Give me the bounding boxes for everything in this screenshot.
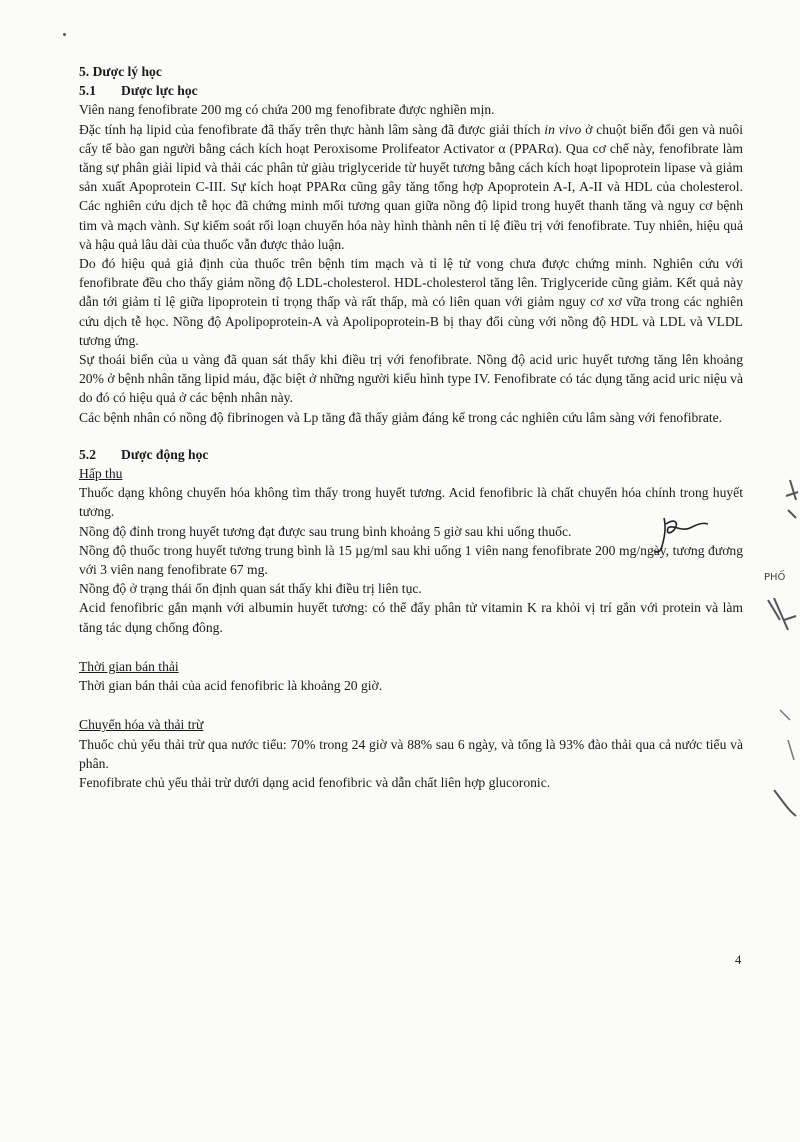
stamp-edge-mark — [760, 470, 800, 830]
paragraph: Nồng độ ở trạng thái ổn định quan sát thấy khi điều trị liên tục. — [79, 581, 422, 597]
subsection-heading-pharmacokinetics — [79, 445, 743, 464]
handwritten-signature — [650, 512, 710, 556]
italic-term: in vivo — [544, 121, 582, 137]
document-body — [79, 62, 743, 792]
paragraph: Do đó hiệu quả giả định của thuốc trên bệnh tim mạch và tỉ lệ tử vong chưa được chứng minh. Nghiên cứu với fenofibrate đều cho thấy giảm nồng độ LDL-cholesterol. HDL-cholesterol tăng lên. Triglyceride cũng giảm. Kết quả này dẫn tới giảm tỉ lệ giữa lipoprotein tỉ trọng thấp và rất thấp, mà có liên quan với giảm nguy cơ xơ vữa trong các nghiên cứu dịch tễ học. Nồng độ Apolipoprotein-A và Apolipoprotein-B bị thay đổi cùng với nồng độ HDL và LDL và VLDL tương ứng. — [79, 256, 743, 348]
paragraph: Thuốc chủ yếu thải trừ qua nước tiểu: 70% trong 24 giờ và 88% sau 6 ngày, và tổng là 93% đào thải qua cả nước tiểu và phân. — [79, 736, 743, 771]
paragraph: Nồng độ thuốc trong huyết tương trung bình là 15 µg/ml sau khi uống 1 viên nang fenofibrate 200 mg/ngày, tương đương với 3 viên nang fenofibrate 67 mg. — [79, 542, 743, 578]
paragraph: Nồng độ đỉnh trong huyết tương đạt được sau trung bình khoảng 5 giờ sau khi uống thuốc. — [79, 523, 572, 539]
paragraph: Fenofibrate chủ yếu thải trừ dưới dạng acid fenofibric và dẫn chất liên hợp glucoronic. — [79, 774, 551, 790]
page-number: 4 — [735, 953, 742, 967]
subsection-title: Dược động học — [121, 446, 209, 462]
subsection-number: 5.2 — [79, 446, 96, 462]
scan-speck — [63, 33, 66, 36]
svg-text:PHỐ: PHỐ — [764, 572, 786, 583]
subsection-number: 5.1 — [79, 83, 96, 99]
metabolism-heading: Chuyển hóa và thải trừ — [79, 717, 204, 733]
paragraph: Sự thoái biến của u vàng đã quan sát thấy khi điều trị với fenofibrate. Nồng độ acid uric huyết tương tăng lên khoảng 20% ở bệnh nhân tăng lipid máu, đặc biệt ở những người kiểu hình type IV. Fenofibrate có tác dụng tăng acid uric niệu và do đó có hiệu quả ở các bệnh nhân này. — [79, 352, 743, 406]
half-life-heading: Thời gian bán thải — [79, 658, 179, 674]
paragraph: Acid fenofibric gắn mạnh với albumin huyết tương: có thể đẩy phân tử vitamin K ra khỏi vị trí gắn với protein và làm tăng tác dụng chống đông. — [79, 600, 743, 635]
paragraph: Viên nang fenofibrate 200 mg có chứa 200 mg fenofibrate được nghiền mịn. — [79, 102, 495, 118]
subsection-heading-pharmacodynamics — [79, 81, 743, 100]
paragraph: Thời gian bán thải của acid fenofibric là khoảng 20 giờ. — [79, 678, 383, 694]
section-heading: 5. Dược lý học — [79, 64, 162, 79]
paragraph: Đặc tính hạ lipid của fenofibrate đã thấy trên thực hành lâm sàng đã được giải thích in vivo ở chuột biến đổi gen và nuôi cấy tế bào gan người bằng cách kích hoạt Peroxisome Prolifeator Activator α (PPARα). Qua cơ chế này, fenofibrate làm tăng sự phân giải lipid và thải các phân tử giàu triglyceride từ huyết tương bằng cách kích hoạt lipoprotein lipase và giảm sản xuất Apoprotein C-III. Sự kích hoạt PPARα cũng gây tăng tổng hợp Apoprotein A-I, A-II và HDL của cholesterol. Các nghiên cứu dịch tễ học đã chứng minh mối tương quan giữa nồng độ lipid trong huyết thanh tăng và nguy cơ bệnh tim và mạch vành. Sự kiểm soát rối loạn chuyển hóa này hình thành nên tỉ lệ điều trị với fenofibrate. Tuy nhiên, hiệu quả và hậu quả lâu dài của thuốc vẫn được thảo luận. — [79, 121, 743, 252]
paragraph: Các bệnh nhân có nồng độ fibrinogen và Lp tăng đã thấy giảm đáng kể trong các nghiên cứu lâm sàng với fenofibrate. — [79, 409, 723, 425]
absorption-heading: Hấp thu — [79, 466, 123, 482]
paragraph: Thuốc dạng không chuyển hóa không tìm thấy trong huyết tương. Acid fenofibric là chất chuyển hóa chính trong huyết tương. — [79, 485, 743, 520]
subsection-title: Dược lực học — [121, 83, 198, 99]
